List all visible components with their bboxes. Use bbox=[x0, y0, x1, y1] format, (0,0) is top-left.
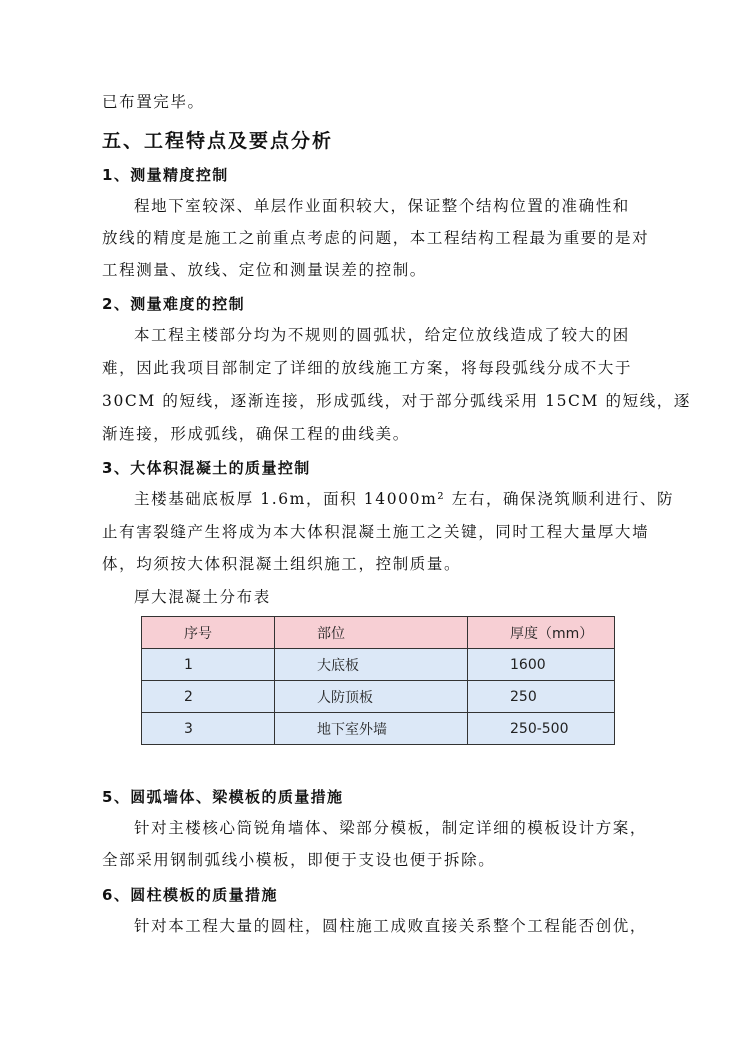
subheading-column-formwork: 6、圆柱模板的质量措施 bbox=[102, 886, 278, 904]
table-cell: 1 bbox=[142, 649, 275, 681]
table-cell: 地下室外墙 bbox=[275, 713, 468, 745]
table-cell: 2 bbox=[142, 681, 275, 713]
table-row bbox=[142, 649, 615, 681]
table-cell: 1600 bbox=[468, 649, 615, 681]
text-line: 本工程主楼部分均为不规则的圆弧状，给定位放线造成了较大的困 bbox=[134, 326, 630, 344]
table-cell: 250 bbox=[468, 681, 615, 713]
table-row bbox=[142, 681, 615, 713]
text-line: 程地下室较深、单层作业面积较大，保证整个结构位置的准确性和 bbox=[134, 197, 630, 215]
table-cell: 人防顶板 bbox=[275, 681, 468, 713]
text-line: 30CM 的短线，逐渐连接，形成弧线，对于部分弧线采用 15CM 的短线，逐 bbox=[102, 392, 691, 410]
text-line: 放线的精度是施工之前重点考虑的问题，本工程结构工程最为重要的是对 bbox=[102, 229, 650, 247]
table-cell: 250-500 bbox=[468, 713, 615, 745]
subheading-mass-concrete: 3、大体积混凝土的质量控制 bbox=[102, 459, 311, 477]
table-cell: 大底板 bbox=[275, 649, 468, 681]
table-cell: 3 bbox=[142, 713, 275, 745]
text-line: 主楼基础底板厚 1.6m，面积 14000m² 左右，确保浇筑顺利进行、防 bbox=[134, 490, 675, 508]
text-line: 针对主楼核心筒锐角墙体、梁部分模板，制定详细的模板设计方案， bbox=[134, 819, 648, 837]
subheading-arc-wall-formwork: 5、圆弧墙体、梁模板的质量措施 bbox=[102, 788, 344, 806]
text-line: 已布置完毕。 bbox=[102, 93, 205, 111]
text-line: 工程测量、放线、定位和测量误差的控制。 bbox=[102, 261, 427, 279]
table-header-cell: 序号 bbox=[142, 617, 275, 649]
table-row bbox=[142, 713, 615, 745]
concrete-distribution-table bbox=[141, 616, 615, 745]
subheading-measurement-difficulty: 2、测量难度的控制 bbox=[102, 295, 246, 313]
text-line: 止有害裂缝产生将成为本大体积混凝土施工之关键，同时工程大量厚大墙 bbox=[102, 523, 650, 541]
text-line: 全部采用钢制弧线小模板，即便于支设也便于拆除。 bbox=[102, 851, 496, 869]
text-line: 体，均须按大体积混凝土组织施工，控制质量。 bbox=[102, 555, 462, 573]
text-line: 针对本工程大量的圆柱，圆柱施工成败直接关系整个工程能否创优， bbox=[134, 917, 648, 935]
section-heading: 五、工程特点及要点分析 bbox=[102, 130, 334, 152]
text-line: 难，因此我项目部制定了详细的放线施工方案，将每段弧线分成不大于 bbox=[102, 359, 633, 377]
table-header-cell: 部位 bbox=[275, 617, 468, 649]
table-header-cell: 厚度（mm） bbox=[468, 617, 615, 649]
subheading-measurement-precision: 1、测量精度控制 bbox=[102, 166, 229, 184]
table-caption: 厚大混凝土分布表 bbox=[134, 588, 271, 606]
table-header-row bbox=[142, 617, 615, 649]
text-line: 渐连接，形成弧线，确保工程的曲线美。 bbox=[102, 425, 410, 443]
